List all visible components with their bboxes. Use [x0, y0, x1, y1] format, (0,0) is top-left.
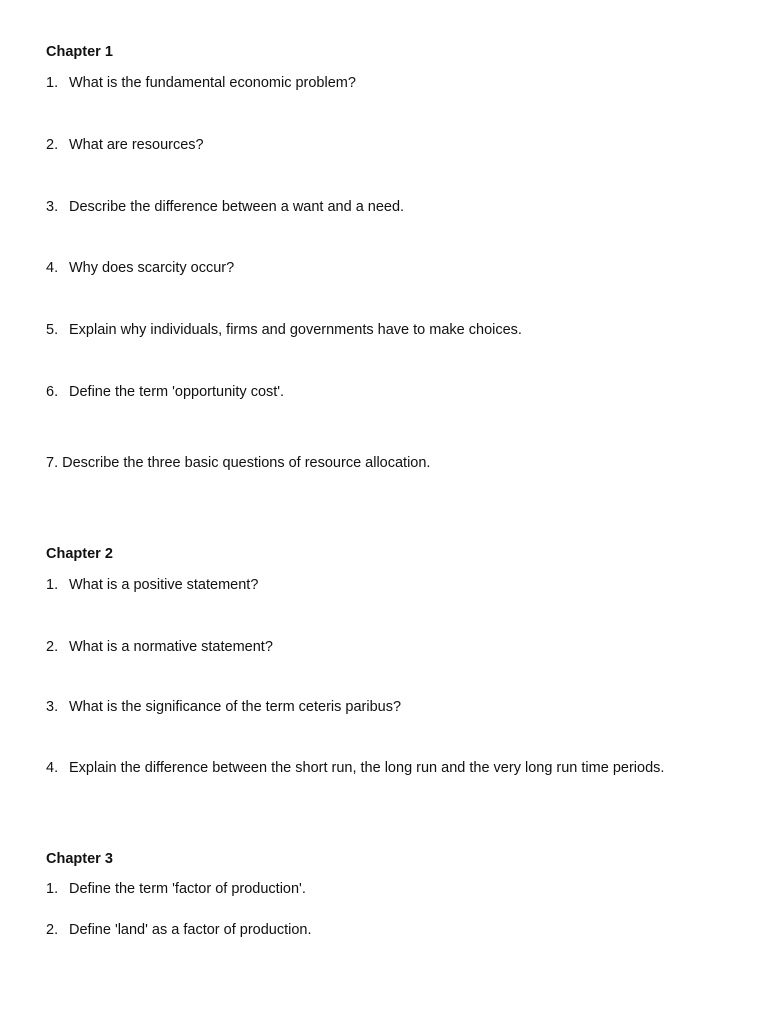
question-number: 1.	[46, 75, 59, 91]
chapter-1-question-5	[46, 321, 522, 339]
question-number: 4.	[46, 760, 59, 776]
question-text: What is a normative statement?	[69, 639, 273, 655]
question-number: 2.	[46, 922, 59, 938]
question-number: 5.	[46, 322, 59, 338]
chapter-1-question-6	[46, 383, 284, 401]
chapter-2-question-4	[46, 759, 664, 777]
chapter-1-question-4	[46, 259, 234, 277]
chapter-2-question-3	[46, 698, 401, 716]
question-number: 2.	[46, 137, 59, 153]
question-text: Define 'land' as a factor of production.	[69, 922, 312, 938]
chapter-2-question-2	[46, 638, 273, 656]
chapter-1-heading: Chapter 1	[46, 44, 113, 60]
chapter-2-question-1	[46, 576, 258, 594]
question-text: What is a positive statement?	[69, 577, 259, 593]
chapter-1-question-3	[46, 198, 404, 216]
chapter-1-question-7	[46, 454, 430, 472]
question-text: Why does scarcity occur?	[69, 260, 235, 276]
chapter-3-question-1	[46, 880, 306, 898]
question-number: 4.	[46, 260, 59, 276]
question-number: 1.	[46, 881, 59, 897]
chapter-1-question-2	[46, 136, 204, 154]
question-number: 3.	[46, 699, 59, 715]
question-text: Define the term 'factor of production'.	[69, 881, 306, 897]
question-text: What is the significance of the term ceteris paribus?	[69, 699, 402, 715]
chapter-2-heading: Chapter 2	[46, 546, 113, 562]
question-number: 6.	[46, 384, 59, 400]
question-text: Explain why individuals, firms and governments have to make choices.	[69, 322, 522, 338]
question-number: 3.	[46, 199, 59, 215]
question-text: What are resources?	[69, 137, 204, 153]
question-number: 1.	[46, 577, 59, 593]
question-text: Define the term 'opportunity cost'.	[69, 384, 285, 400]
question-number: 2.	[46, 639, 59, 655]
chapter-3-heading: Chapter 3	[46, 851, 113, 867]
question-text: What is the fundamental economic problem?	[69, 75, 356, 91]
question-text: 7. Describe the three basic questions of resource allocation.	[46, 455, 431, 471]
question-text: Explain the difference between the short run, the long run and the very long run time periods.	[69, 760, 665, 776]
question-text: Describe the difference between a want and a need.	[69, 199, 405, 215]
chapter-1-question-1	[46, 74, 356, 92]
chapter-3-question-2	[46, 921, 312, 939]
